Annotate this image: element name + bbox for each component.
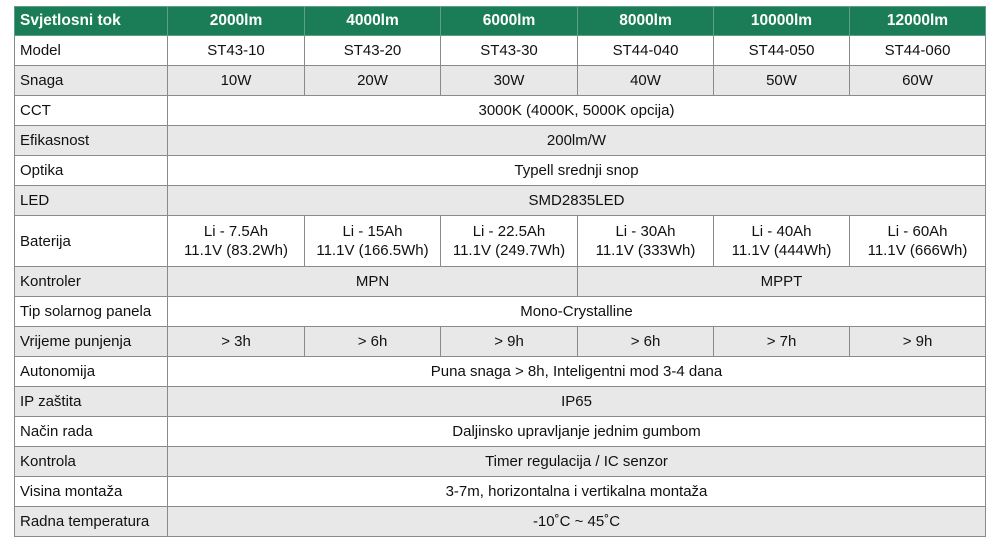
cell-visina: 3-7m, horizontalna i vertikalna montaža (168, 477, 986, 507)
row-label: Način rada (15, 417, 168, 447)
row-label: Kontrola (15, 447, 168, 477)
baterija-voltage: 11.1V (333Wh) (595, 242, 696, 259)
row-label: Model (15, 36, 168, 66)
baterija-capacity: Li - 40Ah (751, 223, 812, 240)
row-visina (15, 477, 986, 507)
row-kontroler (15, 267, 986, 297)
baterija-capacity: Li - 15Ah (342, 223, 403, 240)
header-col-12000lm: 12000lm (850, 7, 986, 36)
row-led (15, 186, 986, 216)
row-label: Kontroler (15, 267, 168, 297)
cell-punjenje: > 6h (578, 327, 714, 357)
cell-baterija (168, 216, 305, 267)
cell-snaga: 50W (714, 66, 850, 96)
cell-baterija (714, 216, 850, 267)
baterija-voltage: 11.1V (166.5Wh) (316, 242, 429, 259)
cell-autonomija: Puna snaga > 8h, Inteligentni mod 3-4 dana (168, 357, 986, 387)
cell-punjenje: > 6h (305, 327, 441, 357)
row-nacin-rada (15, 417, 986, 447)
row-label: CCT (15, 96, 168, 126)
baterija-capacity: Li - 7.5Ah (203, 223, 269, 240)
header-col-4000lm: 4000lm (305, 7, 441, 36)
row-autonomija (15, 357, 986, 387)
baterija-voltage: 11.1V (444Wh) (731, 242, 832, 259)
cell-optika: Typell srednji snop (168, 156, 986, 186)
header-col-10000lm: 10000lm (714, 7, 850, 36)
header-col-8000lm: 8000lm (578, 7, 714, 36)
cell-punjenje: > 9h (441, 327, 578, 357)
spec-table (14, 6, 986, 537)
row-label: Efikasnost (15, 126, 168, 156)
row-label: Snaga (15, 66, 168, 96)
cell-punjenje: > 9h (850, 327, 986, 357)
cell-cct: 3000K (4000K, 5000K opcija) (168, 96, 986, 126)
row-punjenje (15, 327, 986, 357)
cell-snaga: 10W (168, 66, 305, 96)
cell-punjenje: > 7h (714, 327, 850, 357)
header-row (15, 7, 986, 36)
cell-baterija (305, 216, 441, 267)
cell-snaga: 60W (850, 66, 986, 96)
row-label: Radna temperatura (15, 507, 168, 537)
row-model (15, 36, 986, 66)
row-label: IP zaštita (15, 387, 168, 417)
baterija-capacity: Li - 22.5Ah (472, 223, 546, 240)
row-baterija (15, 216, 986, 267)
row-ip (15, 387, 986, 417)
cell-tip-panela: Mono-Crystalline (168, 297, 986, 327)
row-cct (15, 96, 986, 126)
baterija-voltage: 11.1V (83.2Wh) (184, 242, 288, 259)
cell-model: ST44-050 (714, 36, 850, 66)
row-label: Optika (15, 156, 168, 186)
cell-baterija (850, 216, 986, 267)
row-label: Autonomija (15, 357, 168, 387)
cell-ip: IP65 (168, 387, 986, 417)
cell-snaga: 30W (441, 66, 578, 96)
baterija-voltage: 11.1V (666Wh) (867, 242, 968, 259)
cell-model: ST43-10 (168, 36, 305, 66)
baterija-capacity: Li - 60Ah (887, 223, 948, 240)
row-label: Tip solarnog panela (15, 297, 168, 327)
cell-baterija (441, 216, 578, 267)
baterija-voltage: 11.1V (249.7Wh) (452, 242, 566, 259)
cell-kontroler: MPN (168, 267, 578, 297)
cell-model: ST44-040 (578, 36, 714, 66)
cell-temperatura: -10˚C ~ 45˚C (168, 507, 986, 537)
row-tip-panela (15, 297, 986, 327)
cell-nacin-rada: Daljinsko upravljanje jednim gumbom (168, 417, 986, 447)
header-col-6000lm: 6000lm (441, 7, 578, 36)
baterija-capacity: Li - 30Ah (615, 223, 676, 240)
header-label: Svjetlosni tok (15, 7, 168, 36)
cell-led: SMD2835LED (168, 186, 986, 216)
cell-model: ST43-20 (305, 36, 441, 66)
cell-efikasnost: 200lm/W (168, 126, 986, 156)
row-label: Baterija (15, 216, 168, 267)
cell-baterija (578, 216, 714, 267)
cell-model: ST43-30 (441, 36, 578, 66)
row-label: LED (15, 186, 168, 216)
row-temperatura (15, 507, 986, 537)
cell-punjenje: > 3h (168, 327, 305, 357)
row-label: Vrijeme punjenja (15, 327, 168, 357)
row-label: Visina montaža (15, 477, 168, 507)
row-kontrola (15, 447, 986, 477)
cell-snaga: 40W (578, 66, 714, 96)
row-efikasnost (15, 126, 986, 156)
cell-model: ST44-060 (850, 36, 986, 66)
header-col-2000lm: 2000lm (168, 7, 305, 36)
cell-kontroler: MPPT (578, 267, 986, 297)
row-optika (15, 156, 986, 186)
row-snaga (15, 66, 986, 96)
cell-kontrola: Timer regulacija / IC senzor (168, 447, 986, 477)
cell-snaga: 20W (305, 66, 441, 96)
